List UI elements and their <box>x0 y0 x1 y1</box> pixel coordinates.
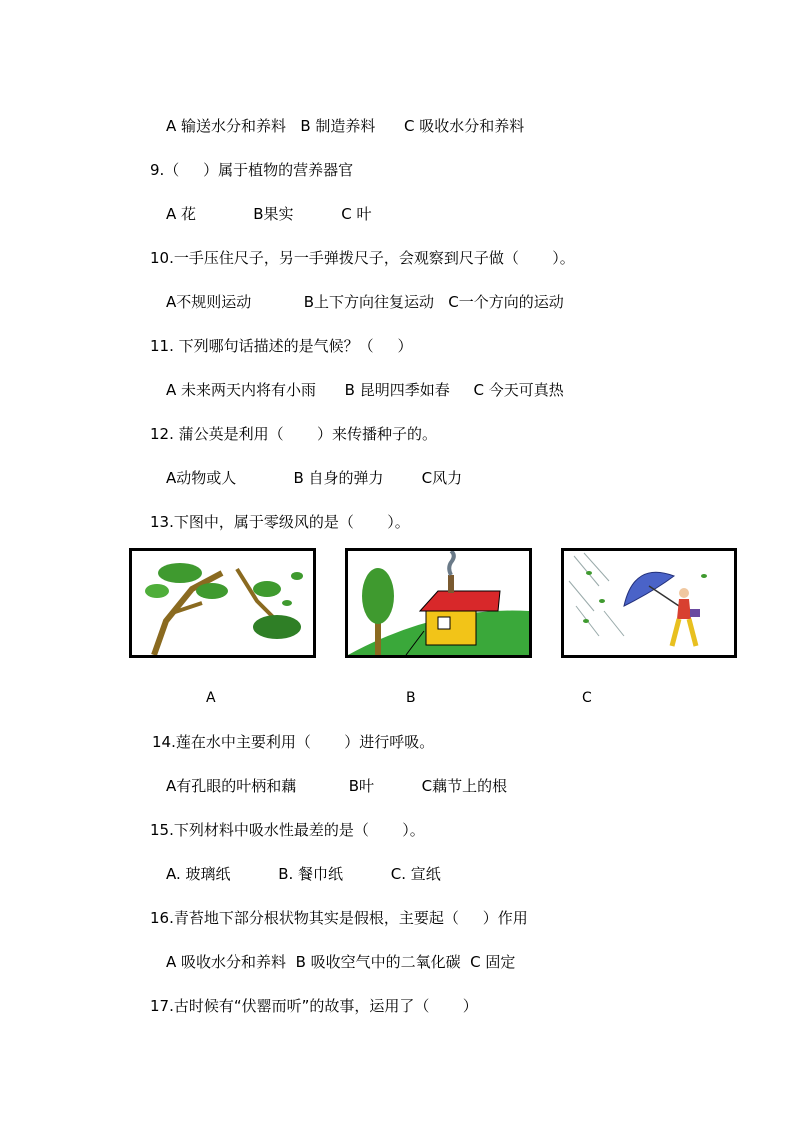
q11-options: A 未来两天内将有小雨 B 昆明四季如春 C 今天可真热 <box>166 381 564 399</box>
q14-options: A有孔眼的叶柄和藕 B叶 C藕节上的根 <box>166 777 508 795</box>
house-illustration <box>348 551 529 655</box>
q16-options: A 吸收水分和养料 B 吸收空气中的二氧化碳 C 固定 <box>166 953 516 971</box>
q12-question: 12. 蒲公英是利用（ ）来传播种子的。 <box>150 425 438 443</box>
q9-options: A 花 B果实 C 叶 <box>166 205 372 223</box>
figure-c-umbrella-wind <box>561 548 737 658</box>
q14-question: 14.莲在水中主要利用（ ）进行呼吸。 <box>152 733 435 751</box>
q10-options: A不规则运动 B上下方向往复运动 C一个方向的运动 <box>166 293 564 311</box>
figure-b-house-smoke <box>345 548 532 658</box>
figure-a-wind-tree <box>129 548 316 658</box>
q15-question: 15.下列材料中吸水性最差的是（ ）。 <box>150 821 425 839</box>
wind-tree-illustration <box>132 551 313 655</box>
figure-label-a: A <box>206 690 216 706</box>
q17-question: 17.古时候有“伏罂而听”的故事，运用了（ ） <box>150 997 478 1015</box>
figure-label-b: B <box>406 690 416 706</box>
q10-question: 10.一手压住尺子，另一手弹拨尺子，会观察到尺子做（ ）。 <box>150 249 575 267</box>
q11-question: 11. 下列哪句话描述的是气候？（ ） <box>150 337 413 355</box>
q16-question: 16.青苔地下部分根状物其实是假根，主要起（ ）作用 <box>150 909 528 927</box>
q8-options: A 输送水分和养料 B 制造养料 C 吸收水分和养料 <box>166 117 525 135</box>
q12-options: A动物或人 B 自身的弹力 C风力 <box>166 469 463 487</box>
q15-options: A. 玻璃纸 B. 餐巾纸 C. 宣纸 <box>166 865 441 883</box>
q13-question: 13.下图中，属于零级风的是（ ）。 <box>150 513 410 531</box>
figure-label-c: C <box>582 690 592 706</box>
q9-question: 9.（ ）属于植物的营养器官 <box>150 161 354 179</box>
umbrella-person-illustration <box>564 551 734 655</box>
